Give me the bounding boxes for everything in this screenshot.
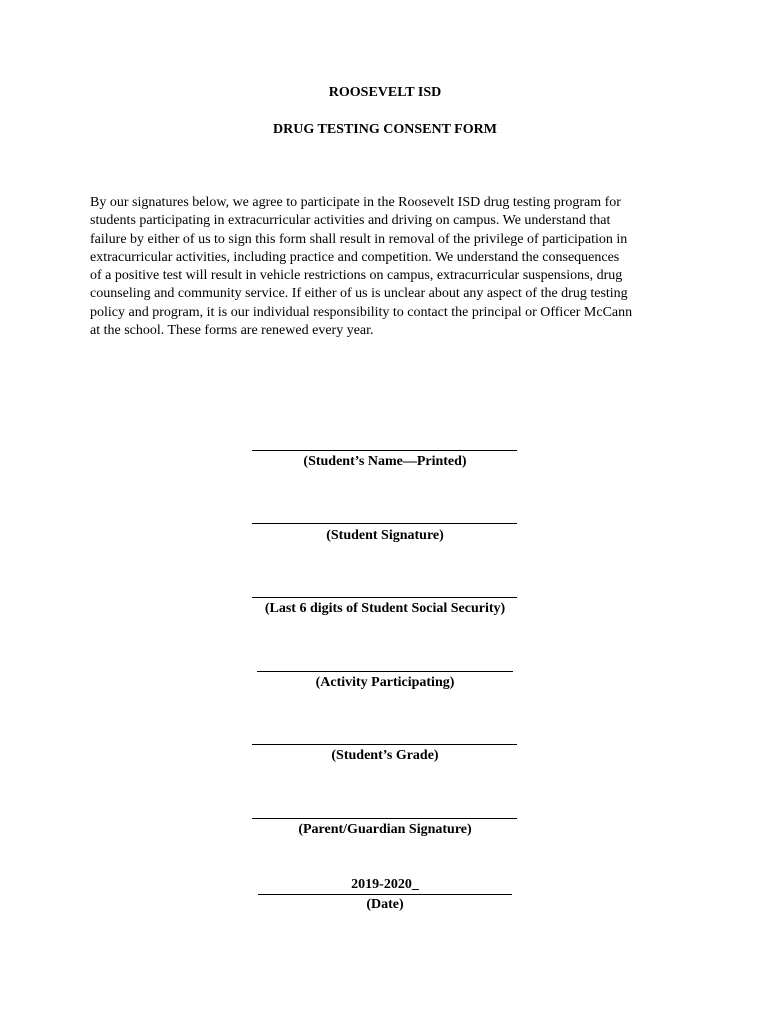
grade-line[interactable] bbox=[252, 744, 517, 745]
parent-signature-label: (Parent/Guardian Signature) bbox=[298, 822, 472, 837]
ssn-label: (Last 6 digits of Student Social Security) bbox=[264, 601, 506, 616]
activity-line[interactable] bbox=[257, 671, 513, 672]
paragraph-line: extracurricular activities, including practice and competition. We understand the consequences bbox=[90, 249, 620, 265]
paragraph-line: of a positive test will result in vehicle restrictions on campus, extracurricular suspensions, drug bbox=[90, 268, 623, 284]
paragraph-line: at the school. These forms are renewed every year. bbox=[90, 323, 374, 339]
paragraph-line: students participating in extracurricular activities and driving on campus. We understand that bbox=[90, 213, 611, 229]
consent-paragraph bbox=[90, 194, 680, 340]
grade-label: (Student’s Grade) bbox=[331, 748, 439, 763]
parent-signature-line[interactable] bbox=[252, 818, 517, 819]
paragraph-line: counseling and community service. If either of us is unclear about any aspect of the drug testing bbox=[90, 286, 628, 302]
organization-heading: ROOSEVELT ISD bbox=[328, 85, 442, 100]
paragraph-line: failure by either of us to sign this form shall result in removal of the privilege of participation in bbox=[90, 231, 628, 247]
date-label: (Date) bbox=[366, 897, 404, 912]
student-signature-label: (Student Signature) bbox=[326, 528, 444, 543]
ssn-line[interactable] bbox=[252, 597, 517, 598]
paragraph-line: By our signatures below, we agree to participate in the Roosevelt ISD drug testing program for bbox=[90, 195, 621, 210]
form-title: DRUG TESTING CONSENT FORM bbox=[273, 122, 497, 137]
date-field[interactable]: 2019-2020_ bbox=[258, 876, 512, 895]
paragraph-line: policy and program, it is our individual responsibility to contact the principal or Officer McCann bbox=[90, 304, 633, 320]
student-name-label: (Student’s Name—Printed) bbox=[303, 454, 467, 469]
student-name-line[interactable] bbox=[252, 450, 517, 451]
activity-label: (Activity Participating) bbox=[315, 675, 455, 690]
student-signature-line[interactable] bbox=[252, 523, 517, 524]
